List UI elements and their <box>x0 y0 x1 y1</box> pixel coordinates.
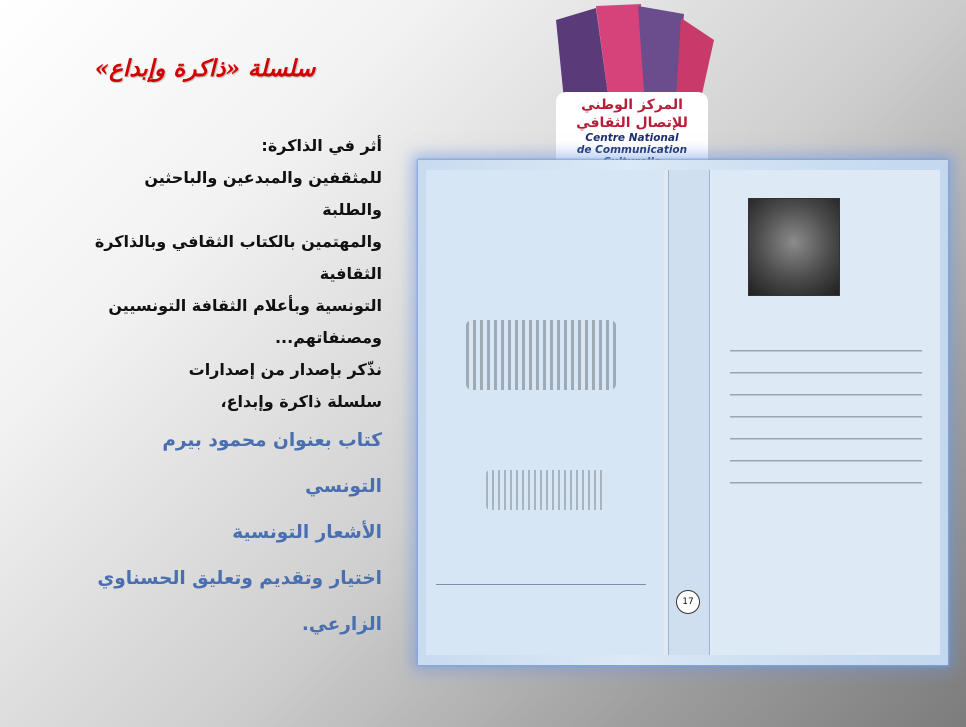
intro-line: نذّكر بإصدار من إصدارات <box>188 360 382 379</box>
book-back-cover <box>712 170 940 655</box>
logo-french-line2: de Communication <box>576 144 688 156</box>
intro-line: أثر في الذاكرة: <box>261 136 382 155</box>
cover-subtitle-graphic <box>486 470 606 510</box>
logo-french-line1: Centre National <box>585 132 679 144</box>
spine-number-badge: 17 <box>676 590 700 614</box>
cover-title-graphic <box>466 320 616 390</box>
logo-arabic-line1: المركز الوطني <box>581 97 683 113</box>
book-spine <box>668 170 710 655</box>
intro-line: للمثقفين والمبدعين والباحثين والطلبة <box>144 168 382 219</box>
book-front-cover <box>426 170 664 655</box>
book-cover-image <box>418 160 948 665</box>
intro-line: والمهتمين بالكتاب الثقافي وبالذاكرة الثقافية <box>94 232 382 283</box>
logo-arabic-line2: للإتصال الثقافي <box>576 115 688 131</box>
description-text <box>90 130 382 648</box>
logo-text <box>556 96 708 168</box>
back-cover-text-graphic <box>730 340 922 490</box>
book-line: اختيار وتقديم وتعليق الحسناوي <box>97 568 382 589</box>
cover-publisher-strip <box>436 584 646 615</box>
intro-line: ومصنفاتهم... <box>274 328 382 347</box>
book-line: الأشعار التونسية <box>232 522 382 543</box>
intro-line: سلسلة ذاكرة وإبداع، <box>220 392 382 411</box>
book-spread <box>426 170 940 655</box>
series-title: سلسلة «ذاكرة وإبداع» <box>94 55 316 82</box>
book-line: كتاب بعنوان محمود بيرم التونسي <box>162 430 382 497</box>
cncc-logo <box>536 0 716 180</box>
author-portrait <box>748 198 840 296</box>
intro-line: التونسية وبأعلام الثقافة التونسيين <box>108 296 382 315</box>
book-line: الزارعي. <box>301 614 382 635</box>
